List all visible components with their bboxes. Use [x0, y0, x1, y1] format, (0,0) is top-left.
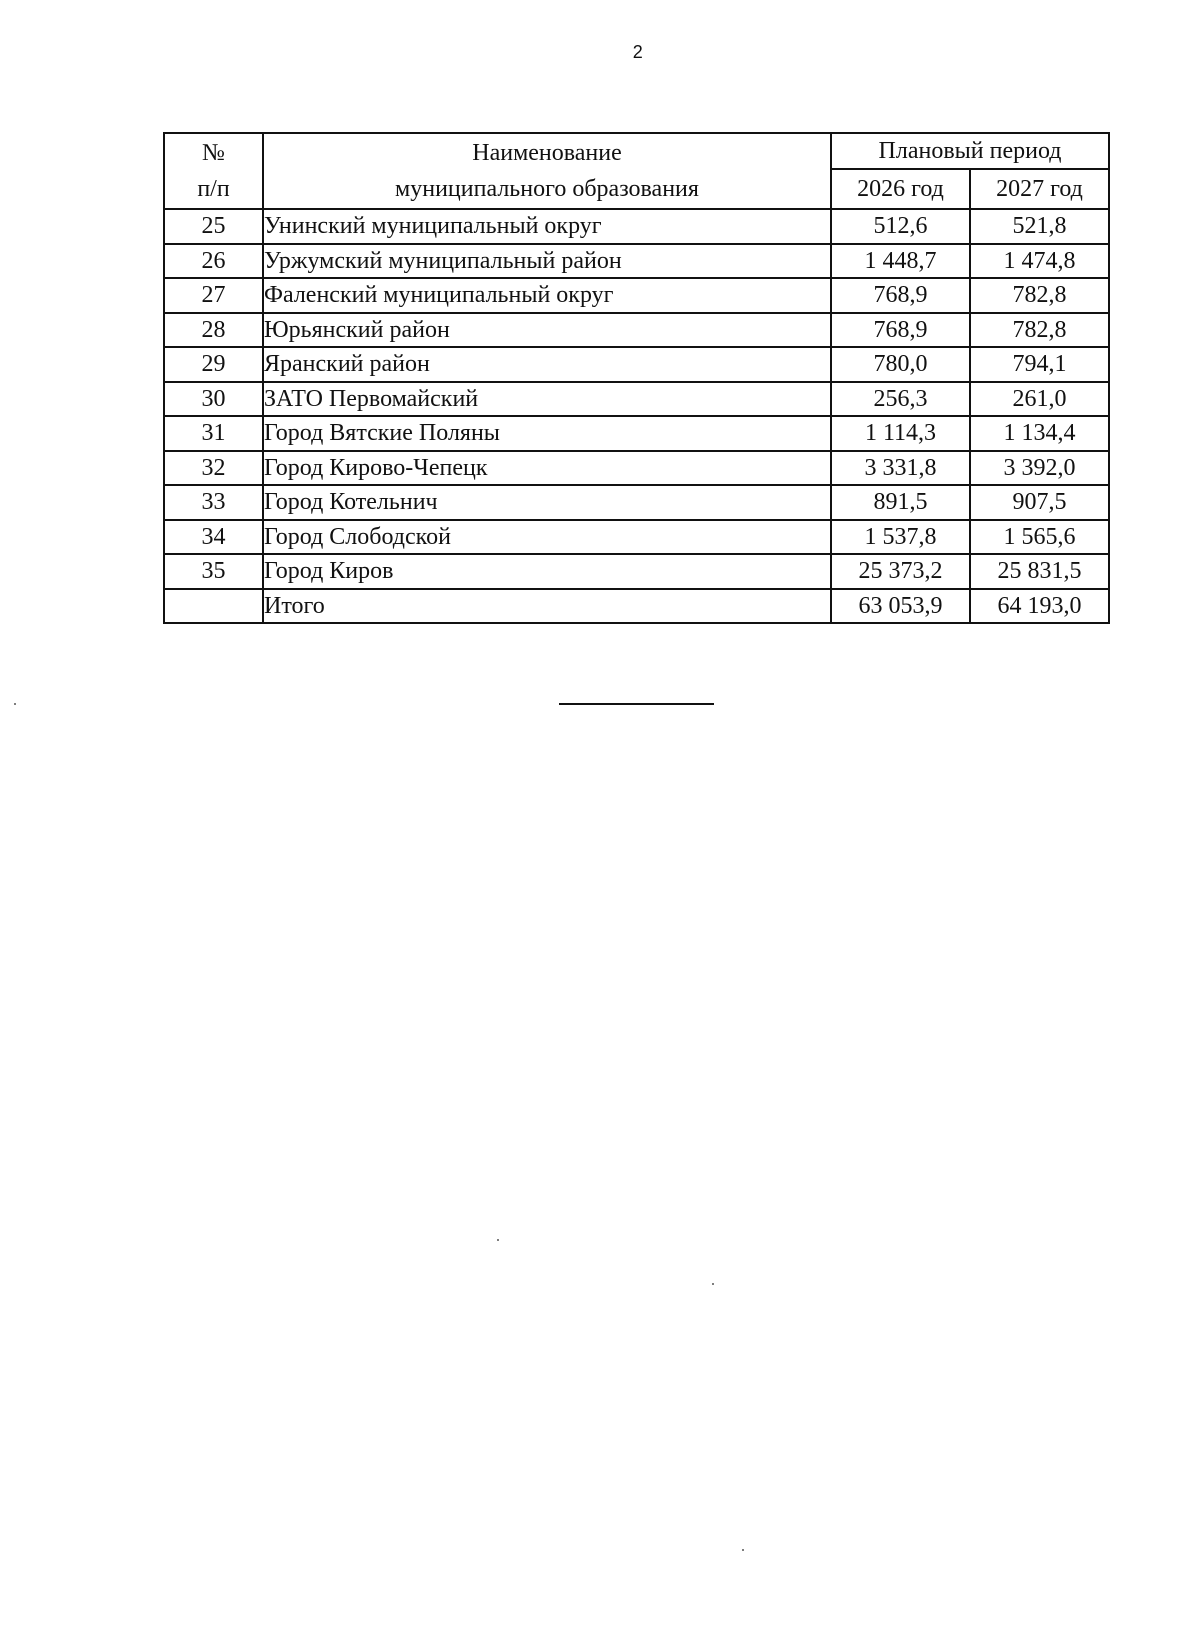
value-2027-cell: 782,8 [970, 278, 1109, 313]
table-row [164, 416, 1109, 451]
value-2026-cell: 25 373,2 [831, 554, 970, 589]
scan-speck [14, 703, 16, 705]
municipality-name-cell: Город Киров [263, 554, 831, 589]
row-number-cell: 27 [164, 278, 263, 313]
budget-table [163, 132, 1110, 624]
row-number-cell: 26 [164, 244, 263, 279]
header-planning-period: Плановый период [831, 133, 1109, 169]
municipality-name-cell: Яранский район [263, 347, 831, 382]
row-number-cell: 29 [164, 347, 263, 382]
value-2026-cell: 1 114,3 [831, 416, 970, 451]
page-number: 2 [632, 42, 644, 62]
value-2027-cell: 521,8 [970, 209, 1109, 244]
value-2027-cell: 25 831,5 [970, 554, 1109, 589]
municipality-name-cell: Город Кирово-Чепецк [263, 451, 831, 486]
municipality-name-cell: Юрьянский район [263, 313, 831, 348]
value-2027-cell: 1 134,4 [970, 416, 1109, 451]
row-number-cell: 33 [164, 485, 263, 520]
value-2026-cell: 768,9 [831, 278, 970, 313]
value-2027-cell: 782,8 [970, 313, 1109, 348]
scan-speck [712, 1283, 714, 1285]
value-2026-cell: 780,0 [831, 347, 970, 382]
scan-speck [742, 1549, 744, 1551]
table-row [164, 382, 1109, 417]
scan-speck [497, 1239, 499, 1241]
table-row [164, 520, 1109, 555]
municipality-name-cell: Унинский муниципальный округ [263, 209, 831, 244]
value-2027-cell: 261,0 [970, 382, 1109, 417]
header-row-number-label: № п/п [197, 140, 230, 202]
value-2027-cell: 794,1 [970, 347, 1109, 382]
municipality-name-cell: Город Котельнич [263, 485, 831, 520]
municipality-name-cell: Фаленский муниципальный округ [263, 278, 831, 313]
row-number-cell: 34 [164, 520, 263, 555]
value-2026-cell: 3 331,8 [831, 451, 970, 486]
row-number-cell: 32 [164, 451, 263, 486]
table-row [164, 485, 1109, 520]
header-row-number [164, 133, 263, 209]
table-row [164, 451, 1109, 486]
row-number-cell: 31 [164, 416, 263, 451]
row-number-cell: 28 [164, 313, 263, 348]
value-2026-cell: 768,9 [831, 313, 970, 348]
table-row-total [164, 589, 1109, 624]
header-municipality-name [263, 133, 831, 209]
value-2026-cell: 63 053,9 [831, 589, 970, 624]
value-2027-cell: 1 474,8 [970, 244, 1109, 279]
municipality-name-cell: Итого [263, 589, 831, 624]
municipality-name-cell: Город Слободской [263, 520, 831, 555]
municipality-name-cell: Город Вятские Поляны [263, 416, 831, 451]
value-2026-cell: 891,5 [831, 485, 970, 520]
value-2026-cell: 256,3 [831, 382, 970, 417]
table-header [164, 133, 1109, 209]
header-year-2027: 2027 год [970, 169, 1109, 209]
municipality-name-cell: Уржумский муниципальный район [263, 244, 831, 279]
table-body [164, 209, 1109, 623]
table-row [164, 209, 1109, 244]
value-2027-cell: 3 392,0 [970, 451, 1109, 486]
row-number-cell: 30 [164, 382, 263, 417]
row-number-cell: 35 [164, 554, 263, 589]
header-municipality-name-label: Наименование муниципального образования [395, 140, 699, 202]
row-number-cell [164, 589, 263, 624]
closing-divider-line [559, 703, 714, 705]
header-year-2026: 2026 год [831, 169, 970, 209]
table-row [164, 554, 1109, 589]
table-row [164, 313, 1109, 348]
table-row [164, 244, 1109, 279]
table-row [164, 347, 1109, 382]
value-2026-cell: 1 537,8 [831, 520, 970, 555]
value-2026-cell: 512,6 [831, 209, 970, 244]
value-2026-cell: 1 448,7 [831, 244, 970, 279]
table-row [164, 278, 1109, 313]
value-2027-cell: 907,5 [970, 485, 1109, 520]
municipality-name-cell: ЗАТО Первомайский [263, 382, 831, 417]
row-number-cell: 25 [164, 209, 263, 244]
value-2027-cell: 64 193,0 [970, 589, 1109, 624]
value-2027-cell: 1 565,6 [970, 520, 1109, 555]
